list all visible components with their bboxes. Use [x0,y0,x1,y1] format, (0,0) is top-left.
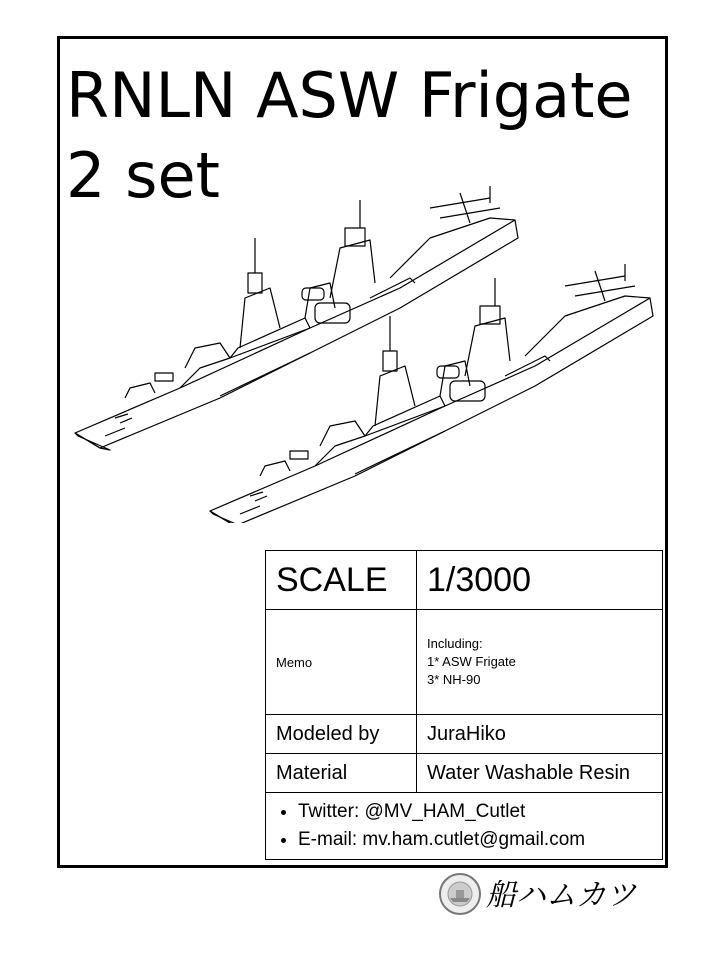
memo-line: 1* ASW Frigate [427,654,516,669]
title-line-2: 2 set [66,139,220,212]
twitter-handle: • Twitter: @MV_HAM_Cutlet [298,798,652,826]
title-line-1: RNLN ASW Frigate [66,59,633,132]
memo-label: Memo [266,610,417,715]
brand-logo [438,872,482,916]
frigate-illustration-2 [210,264,653,523]
contact-list [276,798,652,854]
modeled-by-value: JuraHiko [417,715,663,754]
material-row [266,754,663,793]
material-label: Material [266,754,417,793]
email-address: • E-mail: mv.ham.cutlet@gmail.com [298,826,652,854]
spec-table [265,550,663,860]
scale-label: SCALE [266,551,417,610]
material-value: Water Washable Resin [417,754,663,793]
scale-value: 1/3000 [417,551,663,610]
ships-illustration [70,178,660,523]
memo-line: Including: [427,636,483,651]
contact-row [266,793,663,860]
brand-name: 船ハムカツ [486,878,636,913]
scale-row [266,551,663,610]
modeled-by-row [266,715,663,754]
memo-value [417,610,663,715]
contact-cell [266,793,663,860]
memo-line: 3* NH-90 [427,672,481,687]
memo-row [266,610,663,715]
modeled-by-label: Modeled by [266,715,417,754]
